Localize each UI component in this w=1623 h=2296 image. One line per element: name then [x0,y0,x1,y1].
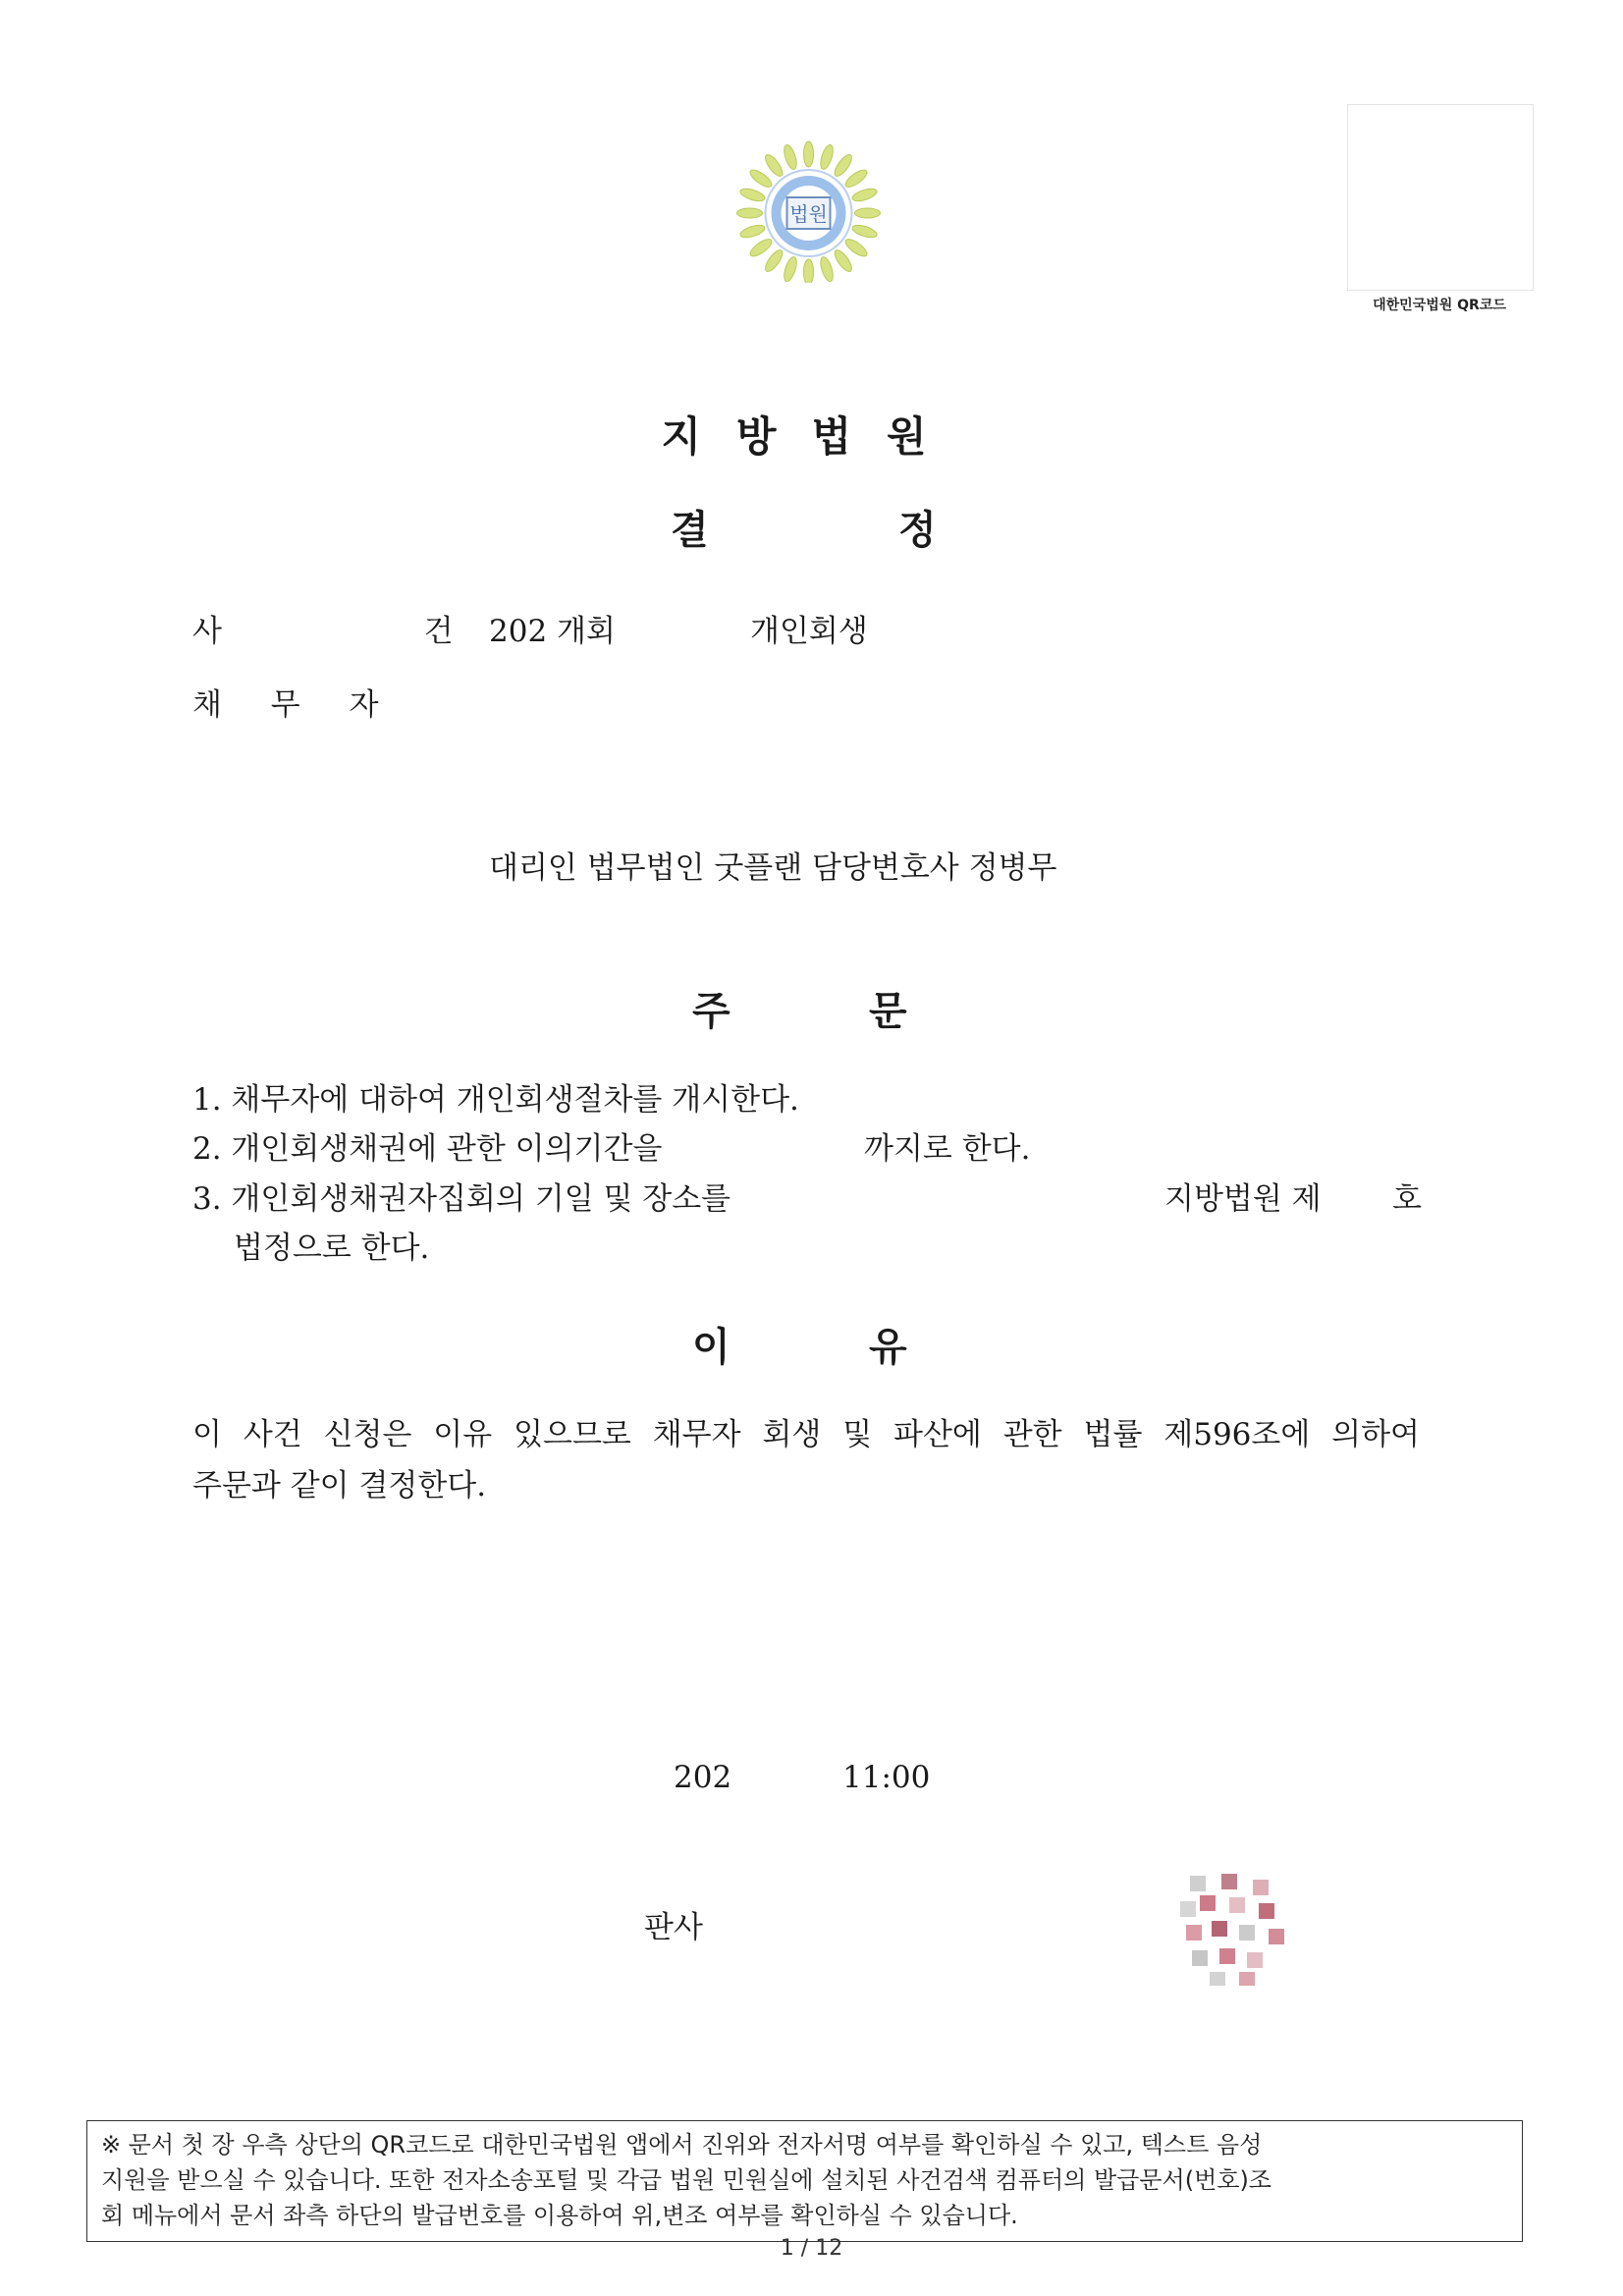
debtor-label: 채 무 자 [192,687,399,723]
order-item-2-end: 까지로 한다. [864,1131,1031,1167]
judge-label: 판사 [644,1910,703,1945]
reason-heading-char-2: 유 [869,1325,907,1370]
case-label: 사 건 [192,614,514,649]
order-heading-char-1: 주 [692,989,730,1034]
judge-seal-icon [1170,1866,1296,1992]
order-item-2: 2. 개인회생채권에 관한 이의기간을 [192,1131,663,1167]
order-item-3: 3. 개인회생채권자집회의 기일 및 장소를 [192,1181,731,1217]
decision-time: 11:00 [842,1760,931,1795]
decision-year: 202 [674,1760,732,1795]
qr-code [1347,104,1534,291]
case-type: 개인회생 [750,614,868,649]
order-item-1: 1. 채무자에 대하여 개인회생절차를 개시한다. [192,1082,799,1118]
reason-heading-char-1: 이 [692,1325,730,1370]
court-name: 지방법원 [661,412,962,461]
order-item-3-ho: 호 [1392,1181,1422,1217]
order-item-3-court: 지방법원 제 [1164,1181,1322,1217]
court-emblem-icon [733,140,884,283]
reason-line-1: 이 사건 신청은 이유 있으므로 채무자 회생 및 파산에 관한 법률 제596조에 의하여 [192,1417,1420,1452]
doc-title-char-1: 결 [671,508,709,553]
order-heading-char-2: 문 [869,989,907,1034]
agent-line: 대리인 법무법인 굿플랜 담당변호사 정병무 [489,850,1057,886]
emblem-text: 법원 [789,202,828,226]
notice-line-2: 지원을 받으실 수 있습니다. 또한 전자소송포털 및 각급 법원 민원실에 설치된 사건검색 컴퓨터의 발급문서(번호)조 [101,2166,1271,2194]
case-number: 202 개회 [489,614,616,649]
notice-line-3: 회 메뉴에서 문서 좌측 하단의 발급번호를 이용하여 위,변조 여부를 확인하실 수 있습니다. [101,2202,1018,2229]
order-item-3-cont: 법정으로 한다. [234,1230,430,1266]
verification-notice [86,2120,1523,2242]
notice-line-1: ※ 문서 첫 장 우측 상단의 QR코드로 대한민국법원 앱에서 진위와 전자서명 여부를 확인하실 수 있고, 텍스트 음성 [101,2131,1263,2159]
page-number: 1 / 12 [780,2236,843,2261]
qr-caption: 대한민국법원 QR코드 [1373,298,1506,313]
doc-title-char-2: 정 [898,508,937,553]
reason-line-2: 주문과 같이 결정한다. [192,1468,487,1503]
